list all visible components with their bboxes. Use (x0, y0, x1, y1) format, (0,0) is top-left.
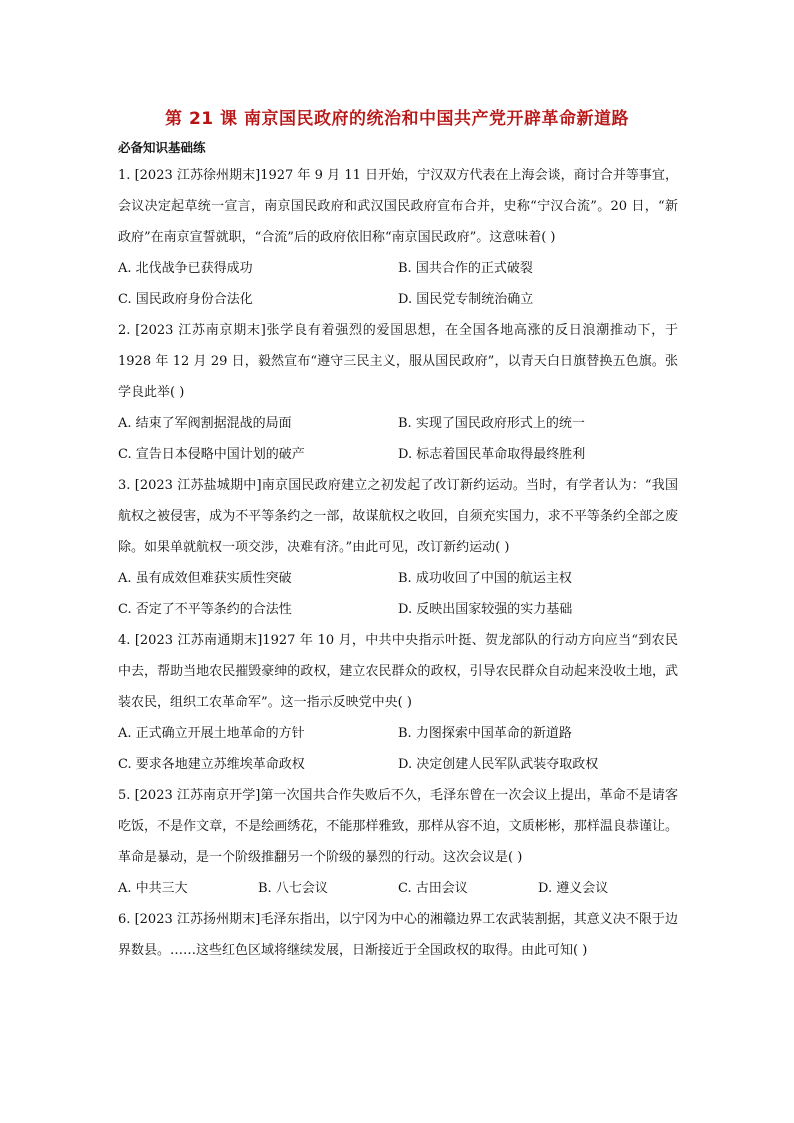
question-6 (118, 904, 678, 966)
question-stem: 1. [2023 江苏徐州期末]1927 年 9 月 11 日开始，宁汉双方代表在上海会谈，商讨合并等事宜，会议决定起草统一宣言，南京国民政府和武汉国民政府宣布合并，史称“宁汉合流”。20 日，“新政府”在南京宣誓就职，“合流”后的政府依旧称“南京国民政府”。这意味着( ) (118, 168, 678, 245)
option-b: B. 国共合作的正式破裂 (398, 261, 533, 276)
option-group (118, 873, 678, 904)
option-a: A. 中共三大 (118, 881, 188, 896)
option-group (118, 253, 678, 315)
option-d: D. 国民党专制统治确立 (398, 292, 534, 307)
option-d: D. 反映出国家较强的实力基础 (398, 602, 573, 617)
question-2 (118, 315, 678, 470)
question-5 (118, 780, 678, 904)
option-a: A. 虽有成效但难获实质性突破 (118, 571, 292, 586)
option-c: C. 否定了不平等条约的合法性 (118, 602, 292, 617)
option-d: D. 决定创建人民军队武装夺取政权 (398, 757, 599, 772)
option-a: A. 正式确立开展土地革命的方针 (118, 726, 305, 741)
option-group (118, 563, 678, 625)
option-c: C. 古田会议 (398, 881, 468, 896)
question-3 (118, 470, 678, 625)
question-stem: 4. [2023 江苏南通期末]1927 年 10 月，中共中央指示叶挺、贺龙部队的行动方向应当“到农民中去，帮助当地农民摧毁豪绅的政权，建立农民群众的政权，引导农民群众自动起来没收土地，武装农民，组织工农革命军”。这一指示反映党中央( ) (118, 633, 678, 710)
question-stem: 3. [2023 江苏盐城期中]南京国民政府建立之初发起了改订新约运动。当时，有学者认为：“我国航权之被侵害，成为不平等条约之一部，故谋航权之收回，自须充实国力，求不平等条约全部之废除。如果单就航权一项交涉，决难有济。”由此可见，改订新约运动( ) (118, 478, 678, 555)
option-a: A. 结束了军阀割据混战的局面 (118, 416, 292, 431)
option-c: C. 要求各地建立苏维埃革命政权 (118, 757, 305, 772)
option-b: B. 实现了国民政府形式上的统一 (398, 416, 585, 431)
option-group (118, 408, 678, 470)
question-stem: 6. [2023 江苏扬州期末]毛泽东指出，以宁冈为中心的湘赣边界工农武装割据，其意义决不限于边界数县。……这些红色区域将继续发展，日渐接近于全国政权的取得。由此可知( ) (118, 912, 678, 958)
option-a: A. 北伐战争已获得成功 (118, 261, 253, 276)
option-b: B. 成功收回了中国的航运主权 (398, 571, 572, 586)
option-b: B. 力图探索中国革命的新道路 (398, 726, 572, 741)
question-stem: 2. [2023 江苏南京期末]张学良有着强烈的爱国思想，在全国各地高涨的反日浪潮推动下，于 1928 年 12 月 29 日，毅然宣布“遵守三民主义，服从国民政府”，以青天白日旗替换五色旗。张学良此举( ) (118, 323, 678, 400)
option-d: D. 标志着国民革命取得最终胜利 (398, 447, 586, 462)
question-list (118, 160, 678, 966)
option-d: D. 遵义会议 (538, 881, 609, 896)
section-label: 必备知识基础练 (118, 140, 206, 155)
option-b: B. 八七会议 (258, 881, 328, 896)
lesson-title: 第 21 课 南京国民政府的统治和中国共产党开辟革命新道路 (165, 109, 629, 129)
question-1 (118, 160, 678, 315)
option-group (118, 718, 678, 780)
option-c: C. 国民政府身份合法化 (118, 292, 253, 307)
question-4 (118, 625, 678, 780)
option-c: C. 宣告日本侵略中国计划的破产 (118, 447, 305, 462)
question-stem: 5. [2023 江苏南京开学]第一次国共合作失败后不久，毛泽东曾在一次会议上提出，革命不是请客吃饭，不是作文章，不是绘画绣花，不能那样雅致，那样从容不迫，文质彬彬，那样温良恭谨让。革命是暴动，是一个阶级推翻另一个阶级的暴烈的行动。这次会议是( ) (118, 788, 678, 865)
